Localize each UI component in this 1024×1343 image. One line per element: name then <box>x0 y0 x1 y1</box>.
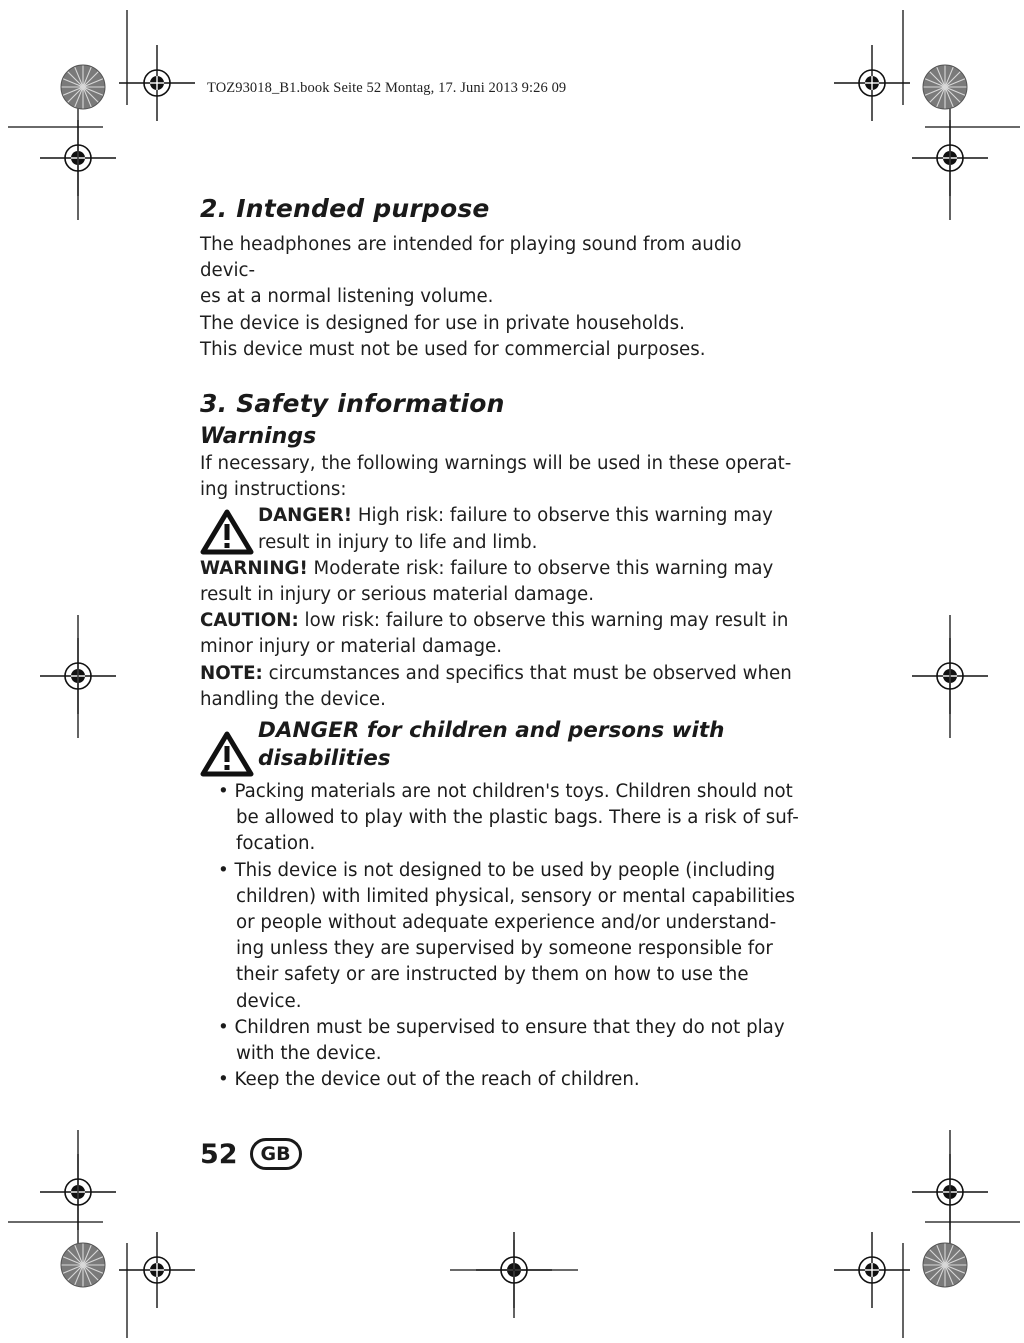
page-content <box>200 190 800 1093</box>
body-text: Moderate risk: failure to observe this warning may <box>307 557 774 579</box>
body-text: low risk: failure to observe this warning may result in <box>298 610 789 632</box>
body-text: circumstances and specifics that must be observed when <box>262 662 792 684</box>
country-code-badge: GB <box>250 1138 302 1170</box>
subsection-title: Warnings <box>200 424 317 450</box>
body-line: result in injury or serious material damage. <box>200 584 595 606</box>
safety-bullet-list <box>200 779 800 1093</box>
danger-label: DANGER! <box>258 505 353 527</box>
crosshair-registration-icon <box>40 1154 116 1230</box>
warning-triangle-icon <box>200 503 258 555</box>
crosshair-registration-icon <box>40 638 116 714</box>
note-label: NOTE: <box>200 662 263 684</box>
section-safety-information <box>200 385 800 1093</box>
list-item: • Keep the device out of the reach of children. <box>218 1069 640 1091</box>
list-item: • Packing materials are not children's toys. Children should not be allowed to play with the plastic bags. There is a risk of suf- focation. <box>218 781 799 855</box>
body-line: es at a normal listening volume. <box>200 286 494 308</box>
crosshair-registration-icon <box>834 45 910 121</box>
body-line: ing instructions: <box>200 479 347 501</box>
crosshair-registration-icon <box>476 1232 552 1308</box>
color-wheel-icon <box>61 1243 105 1287</box>
caution-label: CAUTION: <box>200 610 299 632</box>
body-line: The headphones are intended for playing sound from audio devic- <box>200 234 742 282</box>
danger-warning <box>200 503 800 555</box>
print-slug: TOZ93018_B1.book Seite 52 Montag, 17. Juni 2013 9:26 09 <box>207 80 567 96</box>
danger-heading-line: disabilities <box>258 746 391 772</box>
color-wheel-icon <box>61 65 105 109</box>
crosshair-registration-icon <box>40 120 116 196</box>
crosshair-registration-icon <box>912 638 988 714</box>
list-item: • Children must be supervised to ensure that they do not play with the device. <box>218 1016 785 1065</box>
body-line: result in injury to life and limb. <box>258 531 538 553</box>
body-line: If necessary, the following warnings will be used in these operat- <box>200 453 792 475</box>
body-line: The device is designed for use in private households. <box>200 312 685 334</box>
crosshair-registration-icon <box>834 1232 910 1308</box>
danger-heading-line: DANGER for children and persons with <box>258 718 725 744</box>
warning-triangle-icon <box>200 717 258 777</box>
body-line: minor injury or material damage. <box>200 636 503 658</box>
crosshair-registration-icon <box>912 120 988 196</box>
body-line: This device must not be used for commercial purposes. <box>200 338 706 360</box>
crosshair-registration-icon <box>119 1232 195 1308</box>
page-footer <box>200 1138 302 1170</box>
section-intended-purpose <box>200 190 800 363</box>
page-number: 52 <box>200 1138 238 1170</box>
body-line: handling the device. <box>200 688 386 710</box>
list-item: • This device is not designed to be used by people (including children) with limited physical, sensory or mental capabilities or people without adequate experience and/or understand- ing unless they are supervised by someone responsible for their safety or are instructed by them on how to use the device. <box>218 859 795 1012</box>
warning-label: WARNING! <box>200 557 308 579</box>
crosshair-registration-icon <box>119 45 195 121</box>
crosshair-registration-icon <box>912 1154 988 1230</box>
body-text: High risk: failure to observe this warning may <box>352 505 773 527</box>
danger-children-heading <box>200 717 800 777</box>
section-title: 3. Safety information <box>200 389 505 419</box>
section-title: 2. Intended purpose <box>200 194 490 223</box>
color-wheel-icon <box>923 65 967 109</box>
color-wheel-icon <box>923 1243 967 1287</box>
